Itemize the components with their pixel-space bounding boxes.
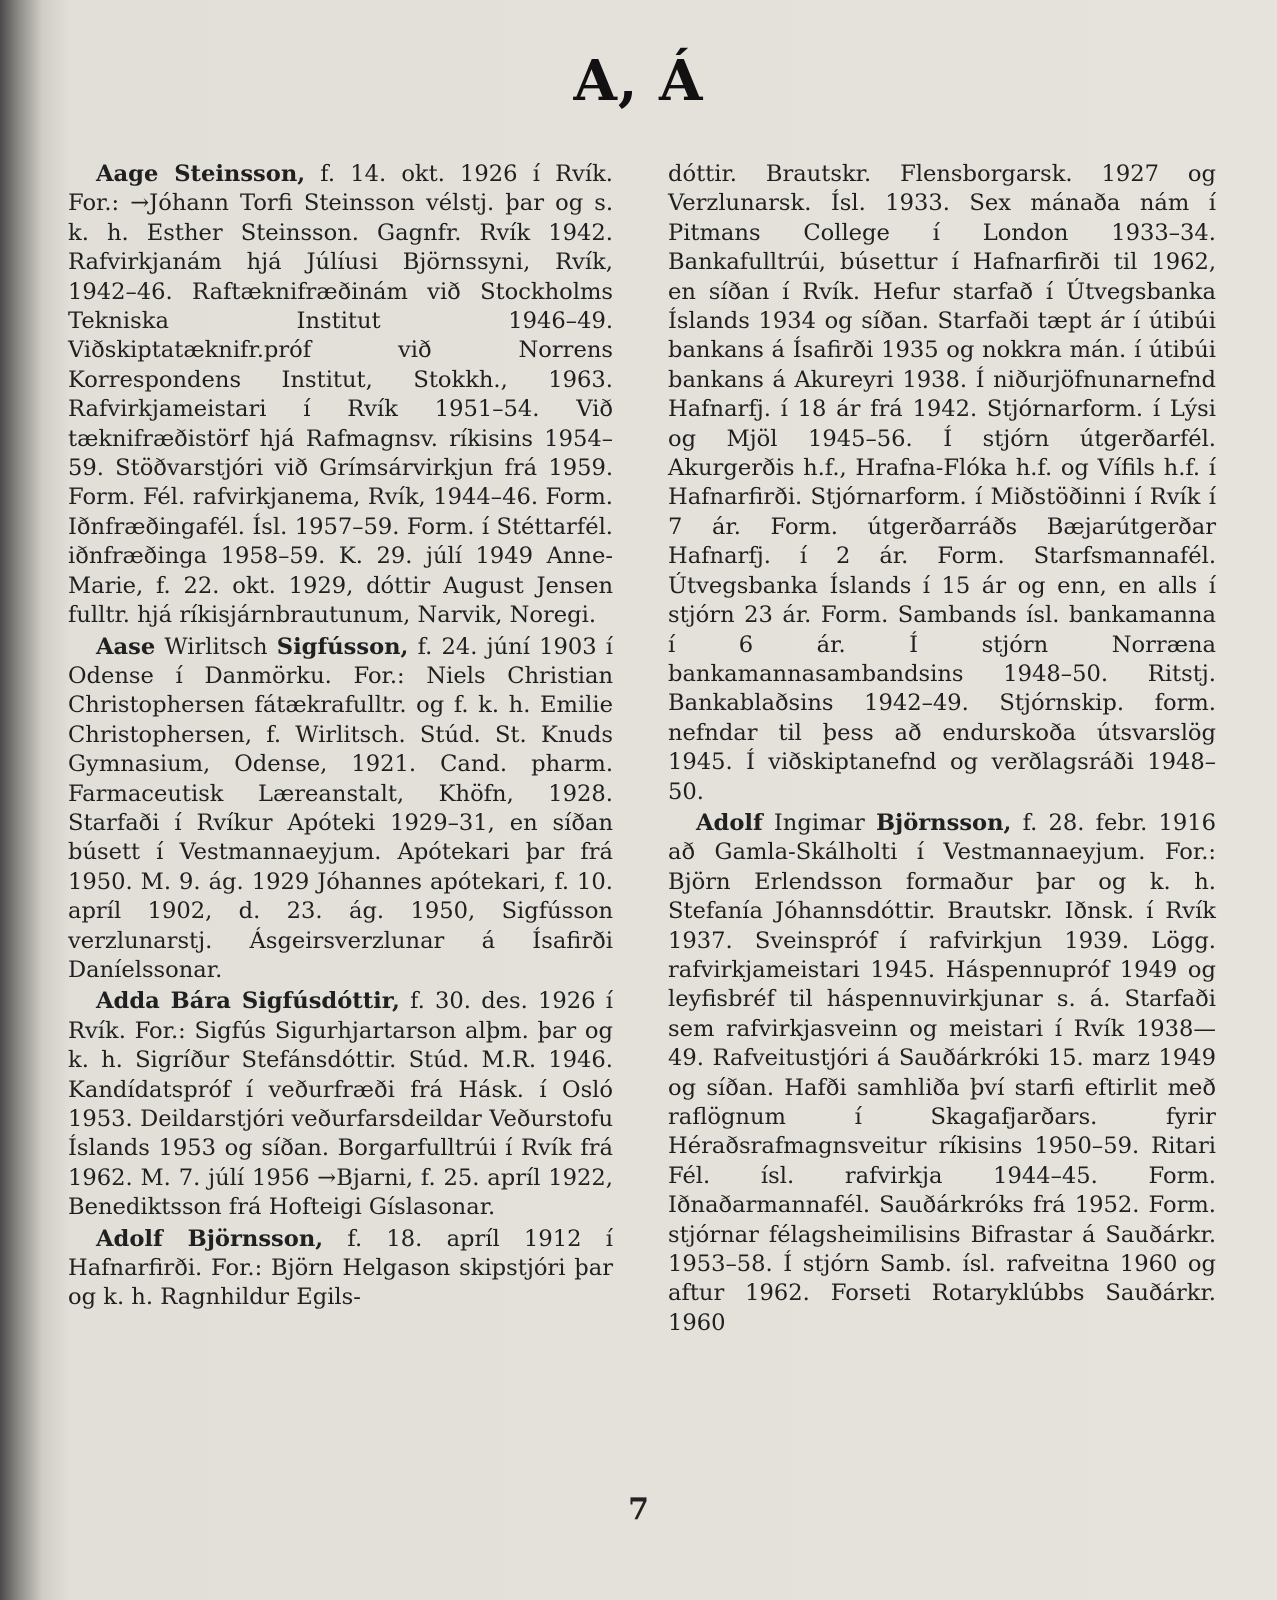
entry-name: Aage Steinsson, <box>96 161 306 187</box>
entry-adolf-ingimar-bjornsson <box>668 809 1216 1338</box>
entry-text: f. 14. okt. 1926 í Rvík. For.: →Jóhann Torfi Steinsson vélstj. þar og s. k. h. Esther Steinsson. Gagnfr. Rvík 1942. Rafvirkjanám hjá Júlíusi Björnssyni, Rvík, 1942–46. Raftæknifræðinám við Stockholms Tekniska Institut 1946–49. Viðskiptatæknifr.próf við Norrens Korrespondens Institut, Stokkh., 1963. Rafvirkjameistari í Rvík 1951–54. Við tæknifræðistörf hjá Rafmagnsv. ríkisins 1954–59. Stöðvarstjóri við Grímsárvirkjun frá 1959. Form. Fél. rafvirkjanema, Rvík, 1944–46. Form. Iðnfræðingafél. Ísl. 1957–59. Form. í Stéttarfél. iðnfræðinga 1958–59. K. 29. júlí 1949 Anne-Marie, f. 22. okt. 1929, dóttir August Jensen fulltr. hjá ríkisjárnbrautunum, Narvik, Noregi. <box>68 161 613 629</box>
entry-adolf-bjornsson <box>68 1225 613 1313</box>
entry-text: f. 30. des. 1926 í Rvík. For.: Sigfús Sigurhjartarson alþm. þar og k. h. Sigríður Stefánsdóttir. Stúd. M.R. 1946. Kandídatspróf í veðurfræði frá Hásk. í Osló 1953. Deildarstjóri veðurfarsdeildar Veðurstofu Íslands 1953 og síðan. Borgarfulltrúi í Rvík frá 1962. M. 7. júlí 1956 →Bjarni, f. 25. apríl 1922, Benediktsson frá Hofteigi Gíslasonar. <box>68 988 613 1221</box>
page-heading: A, Á <box>573 48 704 114</box>
entry-aase-sigfusson <box>68 633 613 986</box>
left-column <box>68 160 613 1315</box>
page-number: 7 <box>628 1492 649 1527</box>
entry-name: Adolf <box>696 809 763 836</box>
entry-text: f. 28. febr. 1916 að Gamla-Skálholti í Vestmannaeyjum. For.: Björn Erlendsson formaður þar og k. h. Stefanía Jóhannsdóttir. Brautskr. Iðnsk. í Rvík 1937. Sveinspróf í rafvirkjun 1939. Lögg. rafvirkjameistari 1945. Háspennupróf 1949 og leyfisbréf til háspennuvirkjunar s. á. Starfaði sem rafvirkjasveinn og meistari í Rvík 1938—49. Rafveitustjóri á Sauðárkróki 15. marz 1949 og síðan. Hafði samhliða því starfi eftirlit með raflögnum í Skagafjarðars. fyrir Héraðsrafmagnsveitur ríkisins 1950–59. Ritari Fél. ísl. rafvirkja 1944–45. Form. Iðnaðarmannafél. Sauðárkróks frá 1952. Form. stjórnar félagsheimilisins Bifrastar á Sauðárkr. 1953–58. Í stjórn Samb. ísl. rafveitna 1960 og aftur 1962. Forseti Rotaryklúbbs Sauðárkr. 1960 <box>668 809 1217 1336</box>
entry-name: Adolf Björnsson, <box>96 1225 324 1252</box>
entry-name-middle: Wirlitsch <box>155 633 277 660</box>
entry-name-surname: Sigfússon, <box>276 633 409 660</box>
entry-adda-bara-sigfusdottir <box>68 987 613 1222</box>
entry-name-surname: Björnsson, <box>875 809 1012 836</box>
entry-text: f. 18. apríl 1912 í Hafnarfirði. For.: Björn Helgason skipstjóri þar og k. h. Ragnhildur Egils- <box>68 1225 613 1311</box>
entry-text: f. 24. júní 1903 í Odense í Danmörku. For.: Niels Christian Christophersen fátækrafulltr. og f. k. h. Emilie Christophersen, f. Wirlitsch. Stúd. St. Knuds Gymnasium, Odense, 1921. Cand. pharm. Farmaceutisk Læreanstalt, Khöfn, 1928. Starfaði í Rvíkur Apóteki 1929–31, en síðan búsett í Vestmannaeyjum. Apótekari þar frá 1950. M. 9. ág. 1929 Jóhannes apótekari, f. 10. apríl 1902, d. 23. ág. 1950, Sigfússon verzlunarstj. Ásgeirsverzlunar á Ísafirði Daníelssonar. <box>68 633 613 983</box>
entry-name: Aase <box>96 633 156 660</box>
entry-continuation: dóttir. Brautskr. Flensborgarsk. 1927 og Verzlunarsk. Ísl. 1933. Sex mánaða nám í Pitmans College í London 1933–34. Bankafulltrúi, búsettur í Hafnarfirði til 1962, en síðan í Rvík. Hefur starfað í Útvegsbanka Íslands 1934 og síðan. Starfaði tæpt ár í útibúi bankans á Ísafirði 1935 og nokkra mán. í útibúi bankans á Akureyri 1938. Í niðurjöfnunarnefnd Hafnarfj. í 18 ár frá 1942. Stjórnarform. í Lýsi og Mjöl 1945–56. Í stjórn útgerðarfél. Akurgerðis h.f., Hrafna-Flóka h.f. og Vífils h.f. í Hafnarfirði. Stjórnarform. í Miðstöðinni í Rvík í 7 ár. Form. útgerðarráðs Bæjarútgerðar Hafnarfj. í 2 ár. Form. Starfsmannafél. Útvegsbanka Íslands í 15 ár og enn, en alls í stjórn 23 ár. Form. Sambands ísl. bankamanna í 6 ár. Í stjórn Norræna bankamannasambandsins 1948–50. Ritstj. Bankablaðsins 1942–49. Stjórnskip. form. nefndar til þess að endurskoða útsvarslög 1945. Í viðskiptanefnd og verðlagsráði 1948–50. <box>668 161 1216 805</box>
right-column <box>668 160 1216 1340</box>
entry-name: Adda Bára Sigfúsdóttir, <box>96 988 400 1015</box>
entry-name-middle: Ingimar <box>762 809 876 836</box>
entry-aage-steinsson <box>68 160 613 631</box>
